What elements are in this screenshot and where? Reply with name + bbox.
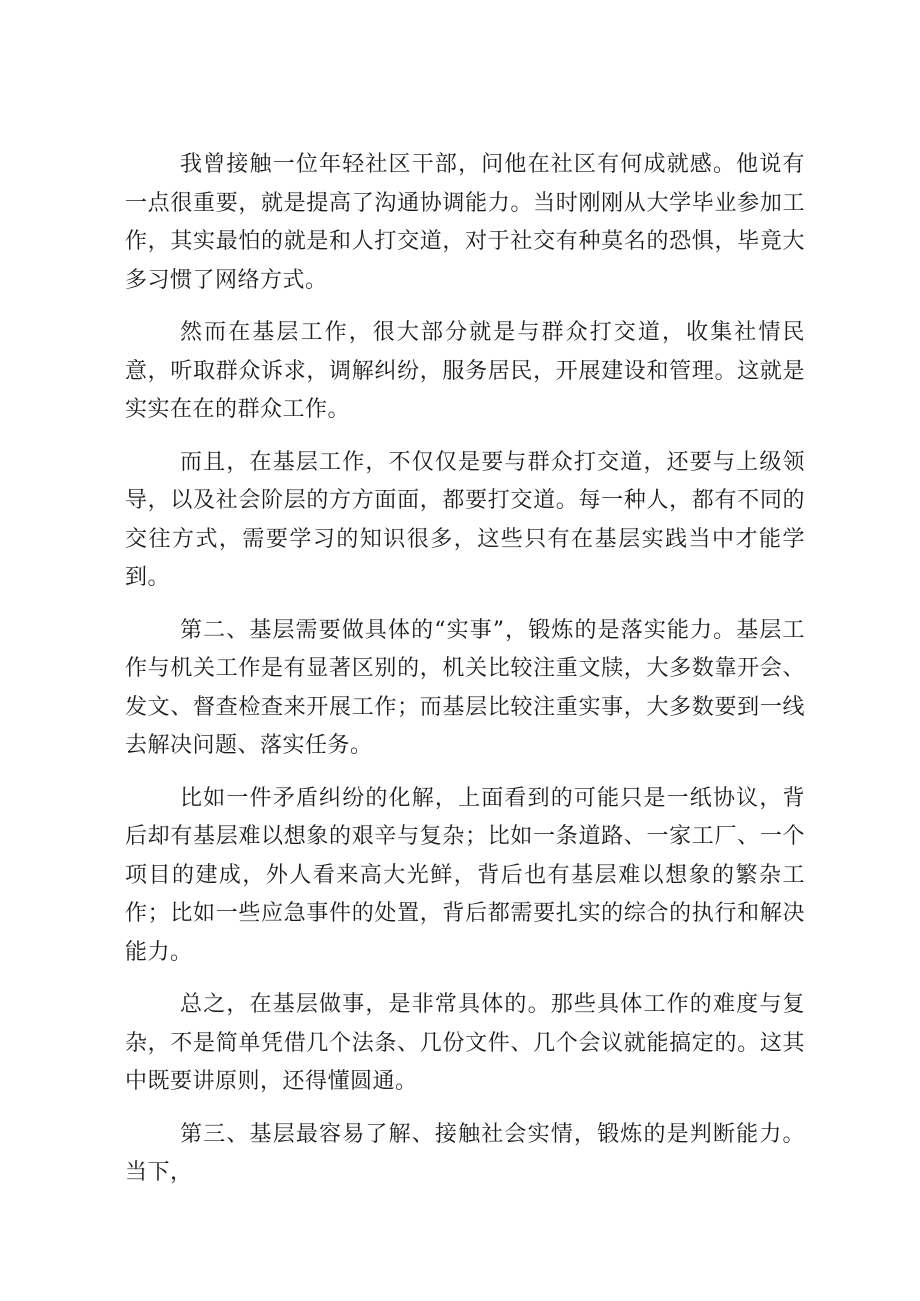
paragraph-6: 总之，在基层做事，是非常具体的。那些具体工作的难度与复杂，不是简单凭借几个法条、几份文件、几个会议就能搞定的。这其中既要讲原则，还得懂圆通。 <box>125 992 805 1094</box>
paragraph-5: 比如一件矛盾纠纷的化解，上面看到的可能只是一纸协议，背后却有基层难以想象的艰辛与复杂；比如一条道路、一家工厂、一个项目的建成，外人看来高大光鲜，背后也有基层难以想象的繁杂工作；比如一些应急事件的处置，背后都需要扎实的综合的执行和解决能力。 <box>125 785 805 965</box>
paragraph-4: 第二、基层需要做具体的“实事”，锻炼的是落实能力。基层工作与机关工作是有显著区别的，机关比较注重文牍，大多数靠开会、发文、督查检查来开展工作；而基层比较注重实事，大多数要到一线去解决问题、落实任务。 <box>125 617 805 758</box>
paragraph-3: 而且，在基层工作，不仅仅是要与群众打交道，还要与上级领导，以及社会阶层的方方面面，都要打交道。每一种人，都有不同的交往方式，需要学习的知识很多，这些只有在基层实践当中才能学到。 <box>125 449 805 590</box>
paragraph-2: 然而在基层工作，很大部分就是与群众打交道，收集社情民意，听取群众诉求，调解纠纷，服务居民，开展建设和管理。这就是实实在在的群众工作。 <box>125 320 805 422</box>
paragraph-7: 第三、基层最容易了解、接触社会实情，锻炼的是判断能力。当下， <box>125 1121 805 1185</box>
paragraph-1: 我曾接触一位年轻社区干部，问他在社区有何成就感。他说有一点很重要，就是提高了沟通协调能力。当时刚刚从大学毕业参加工作，其实最怕的就是和人打交道，对于社交有种莫名的恐惧，毕竟大多习惯了网络方式。 <box>125 152 805 293</box>
document-body <box>125 146 805 1207</box>
